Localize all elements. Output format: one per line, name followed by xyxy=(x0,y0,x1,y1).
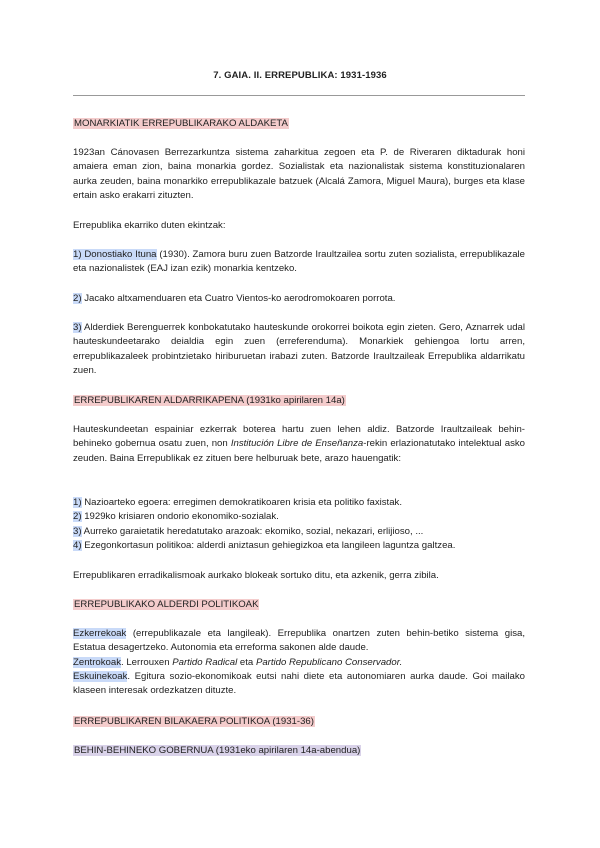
party-right xyxy=(73,670,525,699)
heading-text: MONARKIATIK ERREPUBLIKARAKO ALDAKETA xyxy=(74,118,288,129)
list-item xyxy=(73,292,525,306)
party-center xyxy=(73,656,525,670)
party-label: Eskuinekoak xyxy=(73,670,128,682)
italic-run: Partido Radical xyxy=(172,656,238,668)
party-left xyxy=(73,627,525,656)
item-marker: 1) xyxy=(73,497,82,508)
heading-text: ERREPUBLIKAKO ALDERDI POLITIKOAK xyxy=(74,599,259,610)
item-text: Aurreko garaietatik heredatutako arazoak: ekomiko, sozial, nekazari, erlijioso, ... xyxy=(81,525,424,537)
paragraph-alderdiak xyxy=(73,627,525,698)
paragraph-lead: Errepublika ekarriko duten ekintzak: xyxy=(73,220,226,231)
problems-list xyxy=(73,496,525,553)
item-text: Alderdiek Berenguerrek konbokatutako hauteskunde orokorrei boikota egin zieten. Gero, Aznarrek udal hauteskundeetarako deialdia egin zuen (erreferenduma). Monarkiek gehiengoa lortu arren, errepublikazaleek probintzietako hiriburuetan irabazi zuten. Batzorde Iraultzaileak Errepublika aldarrikatu zuen. xyxy=(73,322,525,376)
heading-text: ERREPUBLIKAREN ALDARRIKAPENA (1931ko apirilaren 14a) xyxy=(74,395,345,406)
italic-run: Institución Libre de Enseñanza xyxy=(230,438,364,450)
subsection-heading-gobernua xyxy=(73,744,525,758)
text-run: Hauteskundeetan espainiar ezkerrak boterea hartu zuen lehen aldiz. Batzorde Iraultzaileak behin-behineko gobernua osatu zuen, non xyxy=(73,424,525,450)
section-heading-bilakaera xyxy=(73,715,525,729)
paragraph-closing: Errepublikaren erradikalismoak aurkako blokeak sortuko ditu, eta azkenik, gerra zibila. xyxy=(73,570,439,581)
item-marker: 3) xyxy=(73,322,82,333)
list-item xyxy=(73,525,525,539)
party-text: . Lerrouxen xyxy=(121,656,173,668)
paragraph-intro: 1923an Cánovasen Berrezarkuntza sistema zaharkitua zegoen eta P. de Riveraren diktadurak honi amaiera eman zion, baina monarkia gordez. Sozialistak eta nazionalistak sistema konstituzionalaren aurka zeuden, baina monarkiko errepublikazale batzuek (Alcalá Zamora, Miguel Maura), burges eta klase ertain asko erakarri zituzten. xyxy=(73,147,525,201)
text-run: -rekin erlazionatutako intelektual asko zeuden. Baina Errepublikak ez zituen bere helburuak bete, arazo hauengatik: xyxy=(73,438,525,464)
item-text: 1929ko krisiaren ondorio ekonomiko-sozialak. xyxy=(81,511,279,523)
section-heading-monarkia xyxy=(73,117,525,131)
item-marker: 3) xyxy=(73,525,82,537)
party-label: Zentrokoak xyxy=(73,656,121,668)
list-item xyxy=(73,496,525,510)
item-marker: 2) xyxy=(73,293,82,304)
page-title: 7. GAIA. II. ERREPUBLIKA: 1931-1936 xyxy=(213,70,387,81)
party-text: eta xyxy=(237,656,256,668)
item-text: (1930). Zamora buru zuen Batzorde Iraultzailea sortu zuten sozialista, errepublikazale eta nazionalistek (EAJ izan ezik) monarkia kentzeko. xyxy=(73,249,525,275)
item-marker: 1) Donostiako Ituna xyxy=(73,249,157,260)
item-text: Ezegonkortasun politikoa: alderdi aniztasun gehiegizkoa eta langileen laguntza galtzea. xyxy=(81,539,456,551)
title-rule xyxy=(73,95,525,96)
party-label: Ezkerrekoak xyxy=(73,628,127,639)
section-heading-aldarrikapena xyxy=(73,394,525,408)
list-item xyxy=(73,510,525,524)
paragraph-aldarrikapena xyxy=(73,423,525,466)
italic-run: Partido Republicano Conservador. xyxy=(255,656,403,668)
heading-text: BEHIN-BEHINEKO GOBERNUA (1931eko apirilaren 14a-abendua) xyxy=(74,745,361,756)
item-text: Nazioarteko egoera: erregimen demokratikoaren krisia eta politiko faxistak. xyxy=(81,497,403,508)
item-marker: 4) xyxy=(73,539,82,551)
list-item xyxy=(73,248,525,277)
item-text: Jacako altxamenduaren eta Cuatro Vientos-ko aerodromokoaren porrota. xyxy=(81,293,396,304)
heading-text: ERREPUBLIKAREN BILAKAERA POLITIKOA (1931-36) xyxy=(74,716,314,727)
section-heading-alderdiak xyxy=(73,598,525,612)
party-text: (errepublikazale eta langileak). Errepublika onartzen zuten behin-betiko sistema gisa, Estatua desagertzeko. Autonomia eta erreforma sakonen alde daude. xyxy=(73,628,525,654)
item-marker: 2) xyxy=(73,511,82,523)
list-item xyxy=(73,539,525,553)
list-item xyxy=(73,321,525,378)
party-text: . Egitura sozio-ekonomikoak eutsi nahi diete eta autonomiaren aurka daude. Goi mailako klaseen interesak ordezkatzen dituzte. xyxy=(73,670,525,697)
